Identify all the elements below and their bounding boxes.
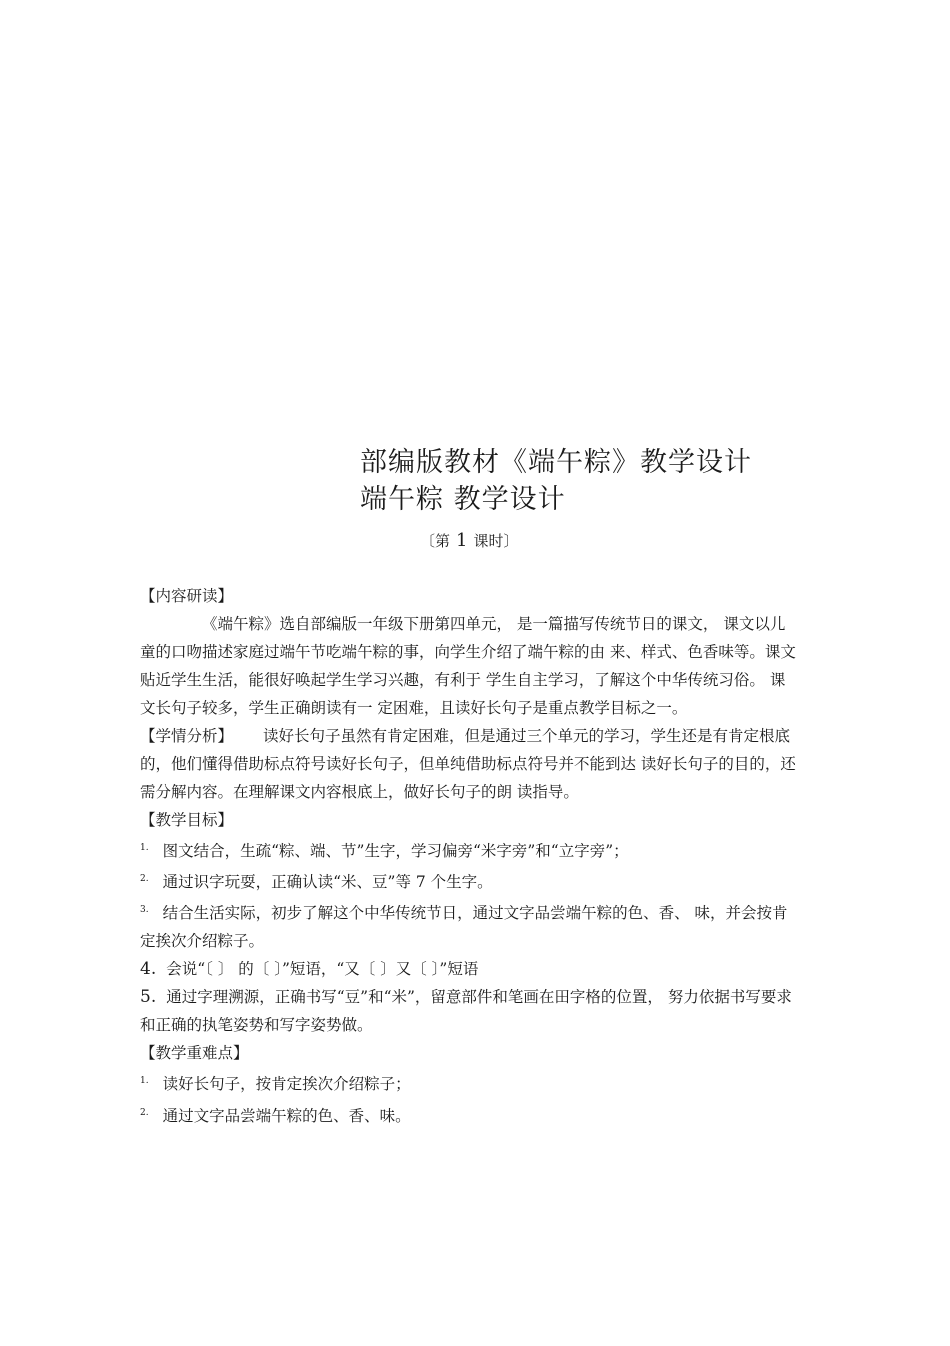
objective-text: 通过字理溯源，正确书写“豆”和“米”，留意部件和笔画在田字格的位置， 努力依据书写要求和正确的执笔姿势和写字姿势做。 xyxy=(140,988,792,1035)
lesson-prefix: 〔第 xyxy=(420,532,451,550)
key-point-text: 通过文字品尝端午粽的色、香、味。 xyxy=(162,1106,411,1125)
objective-number: 1. xyxy=(140,843,149,853)
key-point-number: 1. xyxy=(140,1076,149,1087)
objective-number: 5. xyxy=(140,987,157,1008)
objective-item xyxy=(140,955,800,983)
key-point-number: 2. xyxy=(140,1107,149,1118)
objective-number: 3. xyxy=(140,905,149,916)
learner-analysis-heading: 【学情分析】 xyxy=(140,727,234,745)
document-body xyxy=(140,582,800,1130)
document-title: 部编版教材《端午粽》教学设计 xyxy=(360,447,752,478)
objective-item xyxy=(140,834,800,865)
objective-text: 会说“〔 〕 的〔 〕”短语，“又〔 〕又〔 〕”短语 xyxy=(166,960,479,979)
learner-analysis-paragraph xyxy=(140,722,800,806)
lesson-label xyxy=(420,530,518,551)
objective-item xyxy=(140,983,800,1039)
objective-text: 图文结合，生疏“粽、端、节”生字，学习偏旁“米字旁”和“立字旁”； xyxy=(162,842,629,861)
objective-item xyxy=(140,865,800,896)
objective-number: 2. xyxy=(140,874,149,885)
content-study-heading: 【内容研读】 xyxy=(140,587,234,605)
key-point-text: 读好长句子，按肯定挨次介绍粽子； xyxy=(162,1075,411,1094)
objective-number: 4. xyxy=(140,959,157,980)
learner-analysis-text: 读好长句子虽然有肯定困难，但是通过三个单元的学习，学生还是有肯定根底的，他们懂得借助标点符号读好长句子，但单纯借助标点符号并不能到达 读好长句子的目的，还需分解内容。在理解课文内容根底上，做好长句子的朗 读指导。 xyxy=(140,727,796,801)
lesson-number: 1 xyxy=(456,530,468,551)
key-points-heading: 【教学重难点】 xyxy=(140,1044,249,1063)
document-subtitle: 端午粽 教学设计 xyxy=(360,484,566,515)
objective-item xyxy=(140,896,800,955)
objective-text: 通过识字玩耍，正确认读“米、豆”等 7 个生字。 xyxy=(162,873,493,892)
objective-text: 结合生活实际，初步了解这个中华传统节日，通过文字品尝端午粽的色、香、 味，并会按肯定挨次介绍粽子。 xyxy=(140,904,788,951)
key-point-item xyxy=(140,1067,800,1098)
lesson-suffix: 课时〕 xyxy=(473,532,519,550)
key-point-item xyxy=(140,1099,800,1130)
objectives-heading: 【教学目标】 xyxy=(140,811,234,829)
content-study-text: 《端午粽》选自部编版一年级下册第四单元， 是一篇描写传统节日的课文， 课文以儿童的口吻描述家庭过端午节吃端午粽的事，向学生介绍了端午粽的由 来、样式、色香味等。课文贴近学生生活，能很好唤起学生学习兴趣，有利于 学生自主学习，了解这个中华传统习俗。 课文长句子较多，学生正确朗读有一 定困难，且读好长句子是重点教学目标之一。 xyxy=(140,615,796,717)
